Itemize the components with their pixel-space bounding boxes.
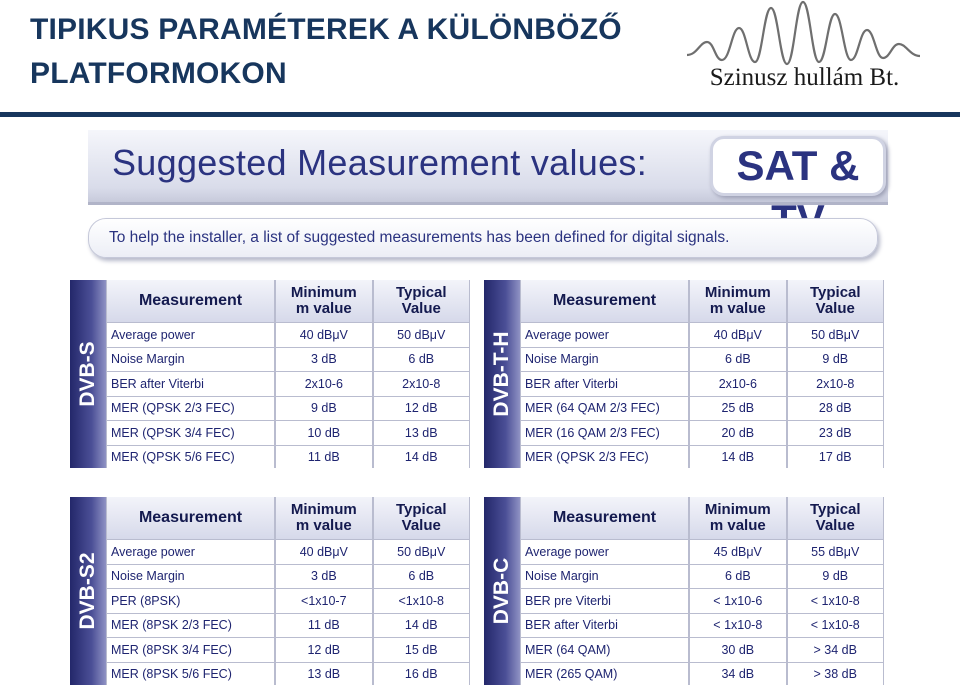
table-row xyxy=(107,372,469,396)
platform-side-label xyxy=(70,497,106,685)
platform-side-label xyxy=(70,280,106,468)
table-row xyxy=(107,397,469,421)
measurement-name: BER after Viterbi xyxy=(107,372,274,396)
table-row xyxy=(107,348,469,372)
measurement-name: MER (QPSK 2/3 FEC) xyxy=(107,397,274,421)
measurement-name: MER (8PSK 3/4 FEC) xyxy=(107,638,274,662)
measurement-name: Noise Margin xyxy=(107,348,274,372)
platform-side-label xyxy=(484,497,520,685)
table-header-row xyxy=(107,280,469,322)
table-row xyxy=(521,446,883,470)
typical-value: 14 dB xyxy=(374,614,469,638)
column-header: Measurement xyxy=(107,280,274,322)
table-header-row xyxy=(521,280,883,322)
banner-badge: SAT & xyxy=(710,136,886,196)
banner-title: Suggested Measurement values: xyxy=(112,142,648,183)
measurement-name: MER (QPSK 2/3 FEC) xyxy=(521,446,688,470)
measurement-name: MER (QPSK 3/4 FEC) xyxy=(107,421,274,445)
table-row xyxy=(521,540,883,564)
banner-subtitle: To help the installer, a list of suggested measurements has been defined for digital signals. xyxy=(88,218,878,258)
table-dvb-t-h xyxy=(484,280,884,468)
minimum-value: 40 dBμV xyxy=(690,323,785,347)
measurement-name: Average power xyxy=(107,323,274,347)
measurement-name: BER after Viterbi xyxy=(521,614,688,638)
table-row xyxy=(107,446,469,470)
measurement-name: Average power xyxy=(521,540,688,564)
table-row xyxy=(107,565,469,589)
typical-value: 6 dB xyxy=(374,348,469,372)
measurement-name: MER (8PSK 5/6 FEC) xyxy=(107,663,274,687)
minimum-value: 3 dB xyxy=(276,348,371,372)
table-row xyxy=(107,589,469,613)
typical-value: 23 dB xyxy=(788,421,883,445)
measurement-name: BER pre Viterbi xyxy=(521,589,688,613)
measurement-name: MER (8PSK 2/3 FEC) xyxy=(107,614,274,638)
slide-title xyxy=(30,8,670,96)
platform-side-label xyxy=(484,280,520,468)
typical-value: 9 dB xyxy=(788,565,883,589)
column-header: Measurement xyxy=(521,497,688,539)
minimum-value: 25 dB xyxy=(690,397,785,421)
minimum-value: 30 dB xyxy=(690,638,785,662)
measurement-table xyxy=(106,497,470,685)
column-header: Minimum m value xyxy=(276,280,371,322)
column-header: Measurement xyxy=(521,280,688,322)
platform-label: DVB-S2 xyxy=(76,552,99,630)
minimum-value: <1x10-7 xyxy=(276,589,371,613)
table-row xyxy=(521,421,883,445)
minimum-value: 10 dB xyxy=(276,421,371,445)
minimum-value: 2x10-6 xyxy=(690,372,785,396)
table-row xyxy=(521,589,883,613)
typical-value: > 38 dB xyxy=(788,663,883,687)
minimum-value: 20 dB xyxy=(690,421,785,445)
column-header: Typical Value xyxy=(374,280,469,322)
banner xyxy=(88,130,888,205)
typical-value: 6 dB xyxy=(374,565,469,589)
minimum-value: 40 dBμV xyxy=(276,540,371,564)
minimum-value: 11 dB xyxy=(276,446,371,470)
table-row xyxy=(521,372,883,396)
sine-wave-icon xyxy=(682,0,927,70)
measurement-name: MER (64 QAM 2/3 FEC) xyxy=(521,397,688,421)
measurement-name: MER (64 QAM) xyxy=(521,638,688,662)
typical-value: <1x10-8 xyxy=(374,589,469,613)
minimum-value: 2x10-6 xyxy=(276,372,371,396)
minimum-value: 40 dBμV xyxy=(276,323,371,347)
table-dvb-s xyxy=(70,280,470,468)
typical-value: 2x10-8 xyxy=(788,372,883,396)
minimum-value: 34 dB xyxy=(690,663,785,687)
slide-title-line2: PLATFORMOKON xyxy=(30,57,287,90)
measurement-name: Noise Margin xyxy=(521,348,688,372)
typical-value: 2x10-8 xyxy=(374,372,469,396)
measurement-table xyxy=(520,280,884,468)
column-header: Measurement xyxy=(107,497,274,539)
table-header-row xyxy=(107,497,469,539)
table-row xyxy=(521,397,883,421)
measurement-name: Average power xyxy=(107,540,274,564)
table-row xyxy=(521,638,883,662)
platform-label: DVB-C xyxy=(490,557,513,625)
measurement-name: Noise Margin xyxy=(107,565,274,589)
logo-text: Szinusz hullám Bt. xyxy=(709,64,900,91)
minimum-value: < 1x10-8 xyxy=(690,614,785,638)
table-row xyxy=(107,638,469,662)
minimum-value: 9 dB xyxy=(276,397,371,421)
measurement-name: Average power xyxy=(521,323,688,347)
typical-value: 9 dB xyxy=(788,348,883,372)
table-row xyxy=(107,421,469,445)
minimum-value: < 1x10-6 xyxy=(690,589,785,613)
typical-value: 50 dBμV xyxy=(788,323,883,347)
table-row xyxy=(521,663,883,687)
slide-title-line1: TIPIKUS PARAMÉTEREK A KÜLÖNBÖZŐ xyxy=(30,13,622,46)
column-header: Minimum m value xyxy=(690,280,785,322)
column-header: Typical Value xyxy=(788,497,883,539)
table-row xyxy=(107,323,469,347)
table-row xyxy=(107,540,469,564)
column-header: Minimum m value xyxy=(276,497,371,539)
measurement-table xyxy=(106,280,470,468)
table-dvb-c xyxy=(484,497,884,685)
typical-value: 12 dB xyxy=(374,397,469,421)
table-row xyxy=(107,663,469,687)
table-row xyxy=(521,348,883,372)
typical-value: 28 dB xyxy=(788,397,883,421)
measurement-name: MER (QPSK 5/6 FEC) xyxy=(107,446,274,470)
platform-label: DVB-T-H xyxy=(490,331,513,417)
header-divider xyxy=(0,112,960,117)
typical-value: 15 dB xyxy=(374,638,469,662)
minimum-value: 6 dB xyxy=(690,565,785,589)
column-header: Typical Value xyxy=(374,497,469,539)
table-row xyxy=(521,323,883,347)
column-header: Typical Value xyxy=(788,280,883,322)
platform-label: DVB-S xyxy=(76,341,99,407)
minimum-value: 3 dB xyxy=(276,565,371,589)
table-dvb-s2 xyxy=(70,497,470,685)
company-logo xyxy=(682,0,927,100)
typical-value: 55 dBμV xyxy=(788,540,883,564)
minimum-value: 12 dB xyxy=(276,638,371,662)
typical-value: 17 dB xyxy=(788,446,883,470)
typical-value: 50 dBμV xyxy=(374,323,469,347)
column-header: Minimum m value xyxy=(690,497,785,539)
measurement-name: MER (16 QAM 2/3 FEC) xyxy=(521,421,688,445)
typical-value: 13 dB xyxy=(374,421,469,445)
minimum-value: 6 dB xyxy=(690,348,785,372)
typical-value: 50 dBμV xyxy=(374,540,469,564)
typical-value: < 1x10-8 xyxy=(788,614,883,638)
minimum-value: 11 dB xyxy=(276,614,371,638)
measurement-table xyxy=(520,497,884,685)
minimum-value: 13 dB xyxy=(276,663,371,687)
minimum-value: 45 dBμV xyxy=(690,540,785,564)
measurement-name: MER (265 QAM) xyxy=(521,663,688,687)
typical-value: 14 dB xyxy=(374,446,469,470)
measurement-name: BER after Viterbi xyxy=(521,372,688,396)
table-row xyxy=(107,614,469,638)
typical-value: > 34 dB xyxy=(788,638,883,662)
typical-value: 16 dB xyxy=(374,663,469,687)
typical-value: < 1x10-8 xyxy=(788,589,883,613)
minimum-value: 14 dB xyxy=(690,446,785,470)
table-header-row xyxy=(521,497,883,539)
measurement-name: Noise Margin xyxy=(521,565,688,589)
table-row xyxy=(521,565,883,589)
measurement-name: PER (8PSK) xyxy=(107,589,274,613)
table-row xyxy=(521,614,883,638)
